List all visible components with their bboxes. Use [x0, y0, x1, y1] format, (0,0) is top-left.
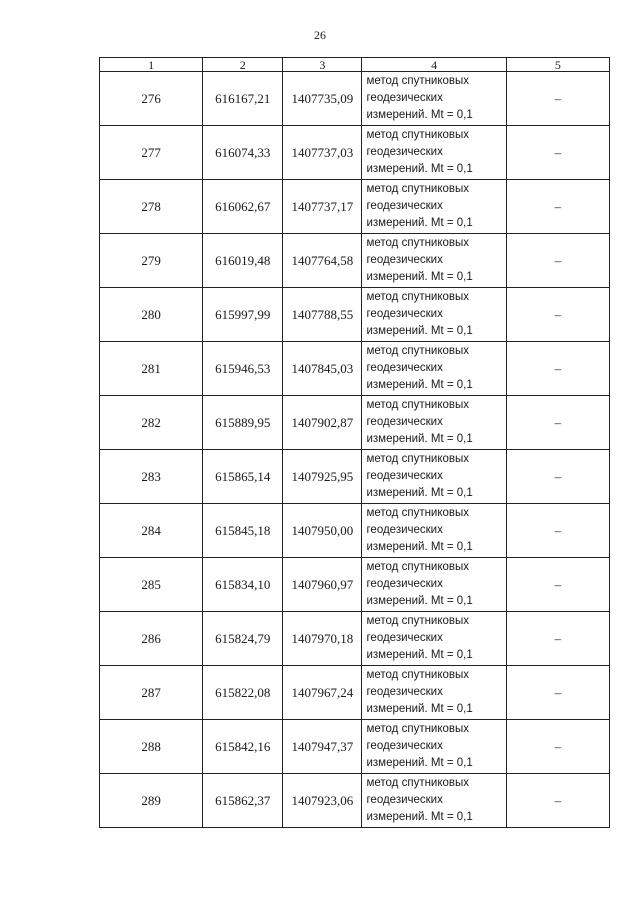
method-line: измерений. Mt = 0,1	[366, 703, 473, 715]
note-cell: –	[506, 666, 609, 720]
method-line: измерений. Mt = 0,1	[366, 757, 473, 769]
y-coordinate-cell: 1407960,97	[283, 558, 362, 612]
y-coordinate-cell: 1407970,18	[283, 612, 362, 666]
column-header-3: 3	[283, 58, 362, 72]
method-line: метод спутниковых	[366, 399, 470, 411]
method-line: метод спутниковых	[366, 345, 470, 357]
x-coordinate-cell: 615862,37	[203, 774, 283, 828]
table-row	[100, 666, 610, 720]
note-cell: –	[506, 558, 609, 612]
point-number-cell: 282	[100, 396, 203, 450]
note-cell: –	[506, 396, 609, 450]
point-number-cell: 281	[100, 342, 203, 396]
note-cell: –	[506, 288, 609, 342]
method-line: измерений. Mt = 0,1	[366, 109, 473, 121]
method-line: метод спутниковых	[366, 561, 470, 573]
x-coordinate-cell: 615865,14	[203, 450, 283, 504]
method-line: измерений. Mt = 0,1	[366, 595, 473, 607]
x-coordinate-cell: 616062,67	[203, 180, 283, 234]
table-row	[100, 180, 610, 234]
method-cell	[362, 180, 506, 234]
method-cell	[362, 72, 506, 126]
method-line: метод спутниковых	[366, 669, 470, 681]
x-coordinate-cell: 615946,53	[203, 342, 283, 396]
method-line: метод спутниковых	[366, 507, 470, 519]
y-coordinate-cell: 1407735,09	[283, 72, 362, 126]
method-line: геодезических	[366, 254, 443, 266]
note-cell: –	[506, 126, 609, 180]
note-cell: –	[506, 612, 609, 666]
point-number-cell: 284	[100, 504, 203, 558]
point-number-cell: 278	[100, 180, 203, 234]
method-cell	[362, 612, 506, 666]
method-line: геодезических	[366, 470, 443, 482]
method-line: геодезических	[366, 686, 443, 698]
point-number-cell: 289	[100, 774, 203, 828]
point-number-cell: 288	[100, 720, 203, 774]
method-line: метод спутниковых	[366, 75, 470, 87]
table-row	[100, 342, 610, 396]
method-cell	[362, 774, 506, 828]
table-row	[100, 396, 610, 450]
method-line: геодезических	[366, 794, 443, 806]
note-cell: –	[506, 342, 609, 396]
table-row	[100, 126, 610, 180]
note-cell: –	[506, 450, 609, 504]
y-coordinate-cell: 1407845,03	[283, 342, 362, 396]
table-row	[100, 288, 610, 342]
column-header-2: 2	[203, 58, 283, 72]
x-coordinate-cell: 615824,79	[203, 612, 283, 666]
table-row	[100, 720, 610, 774]
y-coordinate-cell: 1407764,58	[283, 234, 362, 288]
x-coordinate-cell: 615845,18	[203, 504, 283, 558]
table-row	[100, 72, 610, 126]
method-line: геодезических	[366, 632, 443, 644]
y-coordinate-cell: 1407925,95	[283, 450, 362, 504]
note-cell: –	[506, 72, 609, 126]
column-header-5: 5	[506, 58, 609, 72]
method-line: метод спутниковых	[366, 453, 470, 465]
y-coordinate-cell: 1407947,37	[283, 720, 362, 774]
method-cell	[362, 504, 506, 558]
table-header	[100, 58, 610, 72]
method-line: геодезических	[366, 524, 443, 536]
method-line: измерений. Mt = 0,1	[366, 811, 473, 823]
method-line: метод спутниковых	[366, 237, 470, 249]
header-row	[100, 58, 610, 72]
y-coordinate-cell: 1407923,06	[283, 774, 362, 828]
method-line: измерений. Mt = 0,1	[366, 163, 473, 175]
note-cell: –	[506, 180, 609, 234]
y-coordinate-cell: 1407950,00	[283, 504, 362, 558]
y-coordinate-cell: 1407967,24	[283, 666, 362, 720]
method-cell	[362, 396, 506, 450]
method-cell	[362, 450, 506, 504]
method-line: геодезических	[366, 308, 443, 320]
method-line: геодезических	[366, 92, 443, 104]
method-line: метод спутниковых	[366, 291, 470, 303]
y-coordinate-cell: 1407902,87	[283, 396, 362, 450]
method-line: геодезических	[366, 578, 443, 590]
method-line: геодезических	[366, 740, 443, 752]
point-number-cell: 280	[100, 288, 203, 342]
method-line: геодезических	[366, 416, 443, 428]
method-line: измерений. Mt = 0,1	[366, 487, 473, 499]
method-line: метод спутниковых	[366, 777, 470, 789]
method-line: измерений. Mt = 0,1	[366, 325, 473, 337]
x-coordinate-cell: 616167,21	[203, 72, 283, 126]
method-cell	[362, 342, 506, 396]
coordinates-table	[99, 57, 610, 828]
method-cell	[362, 666, 506, 720]
method-line: метод спутниковых	[366, 615, 470, 627]
x-coordinate-cell: 615889,95	[203, 396, 283, 450]
x-coordinate-cell: 616074,33	[203, 126, 283, 180]
table-row	[100, 558, 610, 612]
table-row	[100, 774, 610, 828]
point-number-cell: 279	[100, 234, 203, 288]
column-header-1: 1	[100, 58, 203, 72]
method-line: измерений. Mt = 0,1	[366, 271, 473, 283]
x-coordinate-cell: 615834,10	[203, 558, 283, 612]
page-number: 26	[314, 28, 326, 42]
table-body	[100, 72, 610, 828]
point-number-cell: 287	[100, 666, 203, 720]
point-number-cell: 286	[100, 612, 203, 666]
method-line: метод спутниковых	[366, 723, 470, 735]
x-coordinate-cell: 616019,48	[203, 234, 283, 288]
note-cell: –	[506, 234, 609, 288]
method-cell	[362, 720, 506, 774]
note-cell: –	[506, 720, 609, 774]
method-cell	[362, 234, 506, 288]
x-coordinate-cell: 615822,08	[203, 666, 283, 720]
method-cell	[362, 558, 506, 612]
point-number-cell: 283	[100, 450, 203, 504]
method-line: метод спутниковых	[366, 183, 470, 195]
column-header-4: 4	[362, 58, 506, 72]
method-cell	[362, 126, 506, 180]
y-coordinate-cell: 1407788,55	[283, 288, 362, 342]
y-coordinate-cell: 1407737,17	[283, 180, 362, 234]
y-coordinate-cell: 1407737,03	[283, 126, 362, 180]
method-line: геодезических	[366, 146, 443, 158]
method-line: измерений. Mt = 0,1	[366, 217, 473, 229]
table-row	[100, 450, 610, 504]
point-number-cell: 276	[100, 72, 203, 126]
method-line: измерений. Mt = 0,1	[366, 649, 473, 661]
x-coordinate-cell: 615997,99	[203, 288, 283, 342]
table-row	[100, 612, 610, 666]
method-line: геодезических	[366, 362, 443, 374]
method-cell	[362, 288, 506, 342]
method-line: геодезических	[366, 200, 443, 212]
table-row	[100, 234, 610, 288]
method-line: метод спутниковых	[366, 129, 470, 141]
point-number-cell: 277	[100, 126, 203, 180]
method-line: измерений. Mt = 0,1	[366, 541, 473, 553]
table-row	[100, 504, 610, 558]
method-line: измерений. Mt = 0,1	[366, 379, 473, 391]
method-line: измерений. Mt = 0,1	[366, 433, 473, 445]
x-coordinate-cell: 615842,16	[203, 720, 283, 774]
note-cell: –	[506, 504, 609, 558]
note-cell: –	[506, 774, 609, 828]
point-number-cell: 285	[100, 558, 203, 612]
